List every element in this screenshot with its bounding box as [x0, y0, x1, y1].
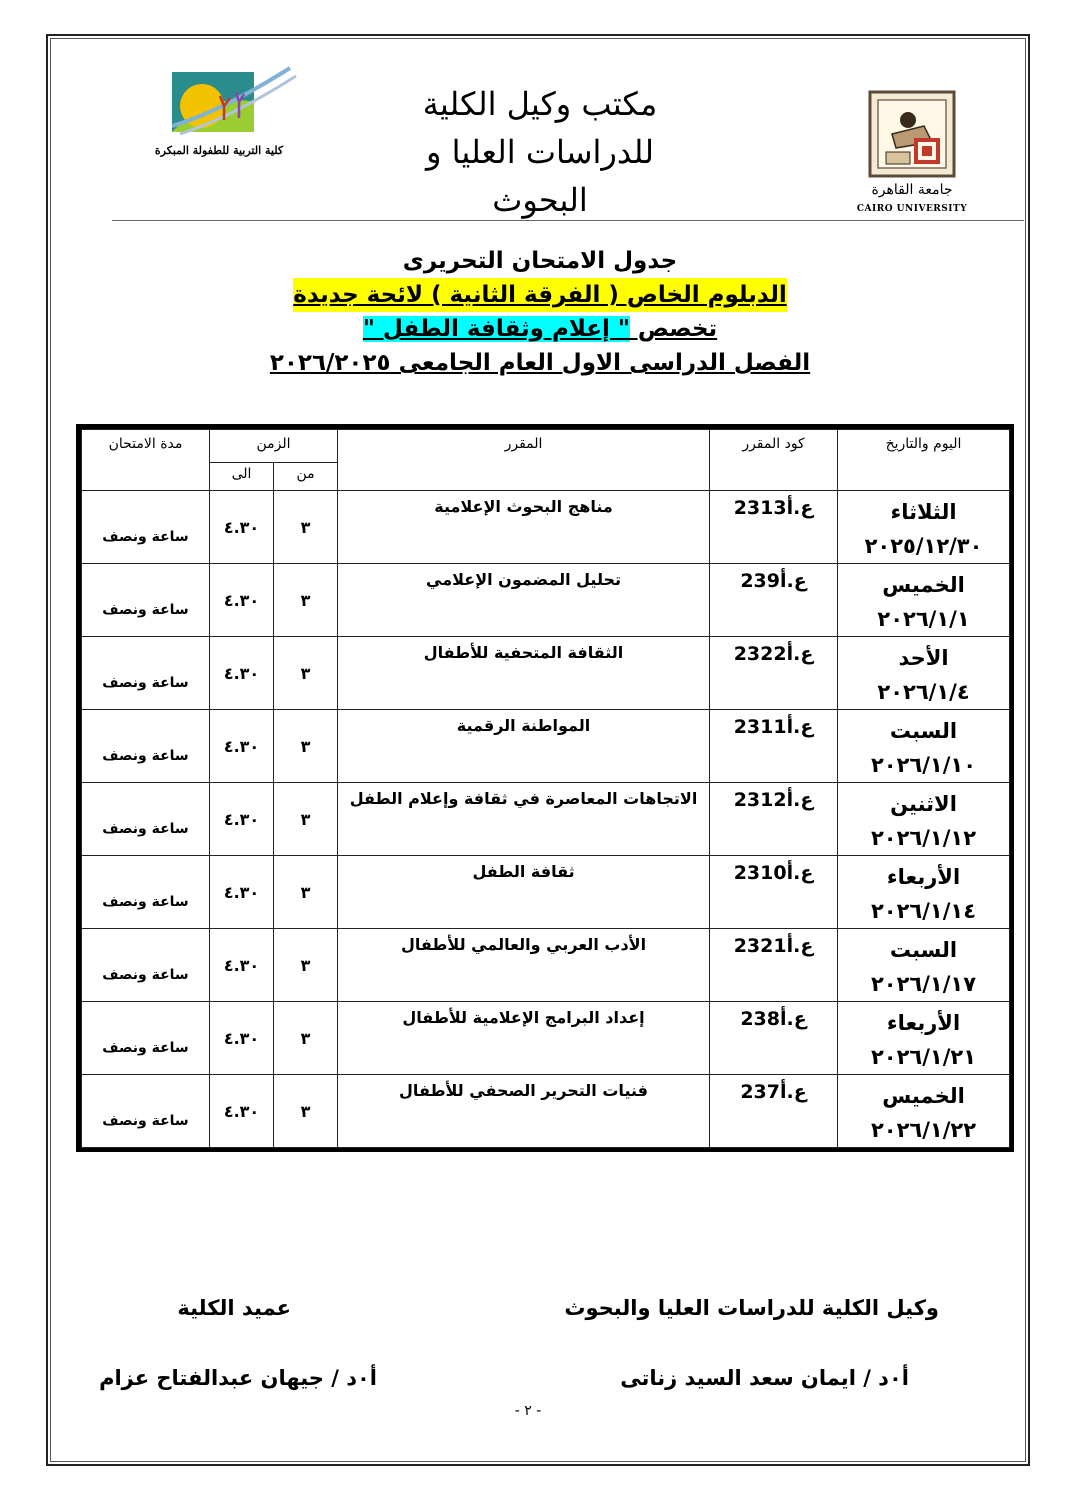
exam-schedule-table: [76, 424, 1014, 1152]
header-divider: [112, 220, 1024, 221]
course-code: ع.أ239: [710, 564, 838, 637]
faculty-emblem-icon: [140, 62, 300, 146]
header-time: الزمن: [210, 430, 338, 463]
exam-date: ٢٠٢٦/١/١٢: [870, 826, 977, 850]
course-code: ع.أ2313: [710, 491, 838, 564]
course-code: ع.أ2322: [710, 637, 838, 710]
office-line-1: مكتب وكيل الكلية: [422, 85, 658, 123]
vice-dean-title: وكيل الكلية للدراسات العليا والبحوث: [564, 1296, 939, 1320]
day-date-cell: [838, 710, 1010, 783]
course-code: ع.أ2311: [710, 710, 838, 783]
exam-date: ٢٠٢٦/١/٢٢: [870, 1118, 977, 1142]
course-name: مناهج البحوث الإعلامية: [338, 491, 710, 564]
table-row: [82, 637, 1010, 710]
header-code: كود المقرر: [710, 430, 838, 491]
exam-duration: ساعة ونصف: [82, 1075, 210, 1148]
day-name: الاثنين: [890, 792, 957, 816]
dean-name: أ٠د / جيهان عبدالفتاح عزام: [99, 1366, 377, 1390]
course-name: فنيات التحرير الصحفي للأطفال: [338, 1075, 710, 1148]
day-name: السبت: [889, 938, 958, 962]
time-to: ٤.٣٠: [210, 491, 274, 564]
table-row: [82, 929, 1010, 1002]
time-from: ٣: [274, 783, 338, 856]
faculty-logo: [140, 62, 300, 172]
title-line-4: الفصل الدراسى الاول العام الجامعى ٢٠٢٦/٢٠٢٥: [269, 350, 811, 376]
dean-title: عميد الكلية: [177, 1296, 291, 1320]
specialization-name: " إعلام وثقافة الطفل ": [362, 316, 630, 342]
specialization-prefix: تخصص: [629, 316, 718, 342]
time-from: ٣: [274, 1002, 338, 1075]
header-course: المقرر: [338, 430, 710, 491]
day-name: الأربعاء: [886, 865, 961, 889]
table-row: [82, 564, 1010, 637]
cairo-university-emblem-icon: [852, 86, 972, 182]
office-line-2: للدراسات العليا و البحوث: [425, 133, 655, 219]
exam-duration: ساعة ونصف: [82, 564, 210, 637]
course-name: المواطنة الرقمية: [338, 710, 710, 783]
document-title: [200, 244, 880, 380]
header-to: الى: [210, 463, 274, 491]
day-date-cell: [838, 783, 1010, 856]
table-row: [82, 710, 1010, 783]
day-date-cell: [838, 564, 1010, 637]
day-name: الخميس: [882, 1084, 965, 1108]
exam-duration: ساعة ونصف: [82, 929, 210, 1002]
title-line-2: الدبلوم الخاص ( الفرقة الثانية ) لائحة جديدة: [293, 278, 786, 312]
day-date-cell: [838, 856, 1010, 929]
time-to: ٤.٣٠: [210, 564, 274, 637]
header-day-date: اليوم والتاريخ: [838, 430, 1010, 491]
exam-date: ٢٠٢٦/١/١: [877, 607, 970, 631]
day-date-cell: [838, 491, 1010, 564]
cairo-university-arabic-text: جامعة القاهرة: [871, 182, 953, 198]
exam-duration: ساعة ونصف: [82, 1002, 210, 1075]
title-line-3: [363, 312, 717, 346]
time-to: ٤.٣٠: [210, 710, 274, 783]
time-from: ٣: [274, 929, 338, 1002]
time-from: ٣: [274, 491, 338, 564]
course-code: ع.أ238: [710, 1002, 838, 1075]
course-name: الاتجاهات المعاصرة في ثقافة وإعلام الطفل: [338, 783, 710, 856]
time-to: ٤.٣٠: [210, 783, 274, 856]
time-from: ٣: [274, 564, 338, 637]
table-row: [82, 856, 1010, 929]
table-row: [82, 783, 1010, 856]
time-to: ٤.٣٠: [210, 1002, 274, 1075]
day-name: الأربعاء: [886, 1011, 961, 1035]
exam-date: ٢٠٢٦/١/١٧: [870, 972, 977, 996]
day-date-cell: [838, 929, 1010, 1002]
exam-date: ٢٠٢٦/١/٢١: [870, 1045, 977, 1069]
exam-duration: ساعة ونصف: [82, 783, 210, 856]
day-name: الثلاثاء: [890, 500, 957, 524]
faculty-logo-text: كلية التربية للطفولة المبكرة: [154, 144, 284, 157]
time-from: ٣: [274, 1075, 338, 1148]
time-from: ٣: [274, 856, 338, 929]
course-code: ع.أ2312: [710, 783, 838, 856]
vice-dean-name: أ٠د / ايمان سعد السيد زناتى: [620, 1366, 909, 1390]
day-date-cell: [838, 1075, 1010, 1148]
course-code: ع.أ2321: [710, 929, 838, 1002]
exam-duration: ساعة ونصف: [82, 491, 210, 564]
course-name: إعداد البرامج الإعلامية للأطفال: [338, 1002, 710, 1075]
exam-date: ٢٠٢٦/١/١٤: [870, 899, 977, 923]
table-row: [82, 1075, 1010, 1148]
time-to: ٤.٣٠: [210, 929, 274, 1002]
table-row: [82, 1002, 1010, 1075]
page-number: - ٢ -: [514, 1403, 542, 1419]
day-date-cell: [838, 637, 1010, 710]
course-name: ثقافة الطفل: [338, 856, 710, 929]
day-date-cell: [838, 1002, 1010, 1075]
title-line-1: جدول الامتحان التحريرى: [402, 248, 678, 274]
course-code: ع.أ2310: [710, 856, 838, 929]
header-duration: مدة الامتحان: [82, 430, 210, 491]
office-header: [400, 80, 680, 224]
course-code: ع.أ237: [710, 1075, 838, 1148]
course-name: الثقافة المتحفية للأطفال: [338, 637, 710, 710]
exam-duration: ساعة ونصف: [82, 856, 210, 929]
cairo-university-logo: [852, 86, 972, 218]
exam-date: ٢٠٢٦/١/٤: [877, 680, 970, 704]
day-name: السبت: [889, 719, 958, 743]
time-to: ٤.٣٠: [210, 856, 274, 929]
day-name: الأحد: [898, 646, 949, 670]
course-name: تحليل المضمون الإعلامي: [338, 564, 710, 637]
time-to: ٤.٣٠: [210, 1075, 274, 1148]
time-from: ٣: [274, 710, 338, 783]
table-row: [82, 491, 1010, 564]
course-name: الأدب العربي والعالمي للأطفال: [338, 929, 710, 1002]
time-to: ٤.٣٠: [210, 637, 274, 710]
exam-date: ٢٠٢٦/١/١٠: [870, 753, 977, 777]
header-from: من: [274, 463, 338, 491]
exam-duration: ساعة ونصف: [82, 710, 210, 783]
cairo-university-english-text: CAIRO UNIVERSITY: [856, 204, 968, 214]
day-name: الخميس: [882, 573, 965, 597]
exam-date: ٢٠٢٥/١٢/٣٠: [864, 534, 983, 558]
time-from: ٣: [274, 637, 338, 710]
exam-duration: ساعة ونصف: [82, 637, 210, 710]
